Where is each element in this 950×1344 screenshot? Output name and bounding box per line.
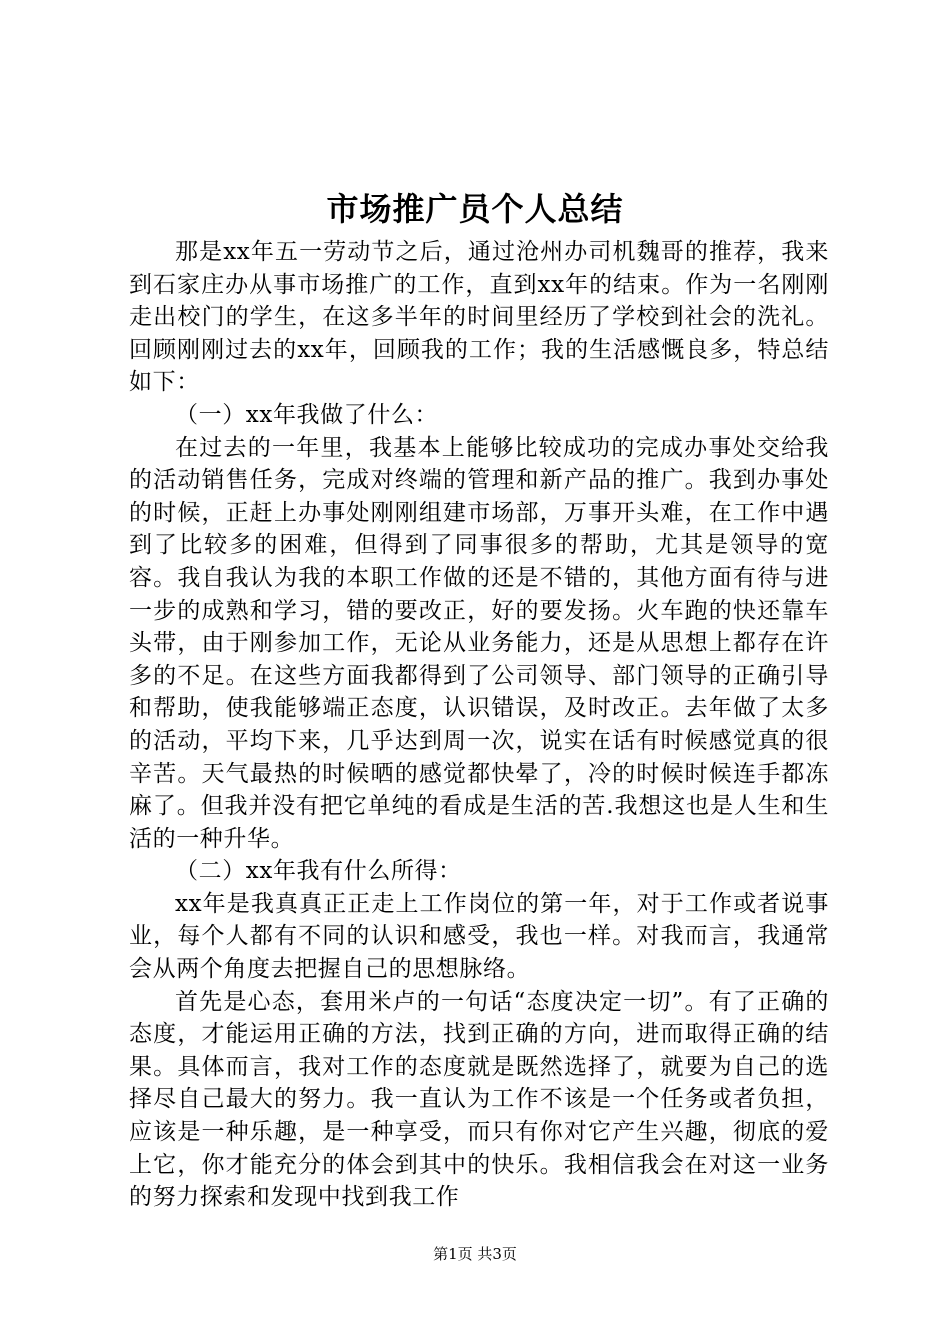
document-body [129, 236, 829, 1214]
paragraph-intro: 那是xx年五一劳动节之后，通过沧州办司机魏哥的推荐，我来到石家庄办从事市场推广的工作，直到xx年的结束。作为一名刚刚走出校门的学生，在这多半年的时间里经历了学校到社会的洗礼。回顾刚刚过去的xx年，回顾我的工作；我的生活感慨良多，特总结如下： [129, 239, 829, 396]
paragraph-section-2: xx年是我真真正正走上工作岗位的第一年，对于工作或者说事业，每个人都有不同的认识和感受，我也一样。对我而言，我通常会从两个角度去把握自己的思想脉络。 [129, 890, 829, 983]
section-heading-2: （二）xx年我有什么所得： [175, 858, 462, 885]
paragraph-attitude: 首先是心态，套用米卢的一句话“态度决定一切”。有了正确的态度，才能运用正确的方法，找到正确的方向，进而取得正确的结果。具体而言，我对工作的态度就是既然选择了，就要为自己的选择尽自己最大的努力。我一直认为工作不该是一个任务或者负担，应该是一种乐趣，是一种享受，而只有你对它产生兴趣，彻底的爱上它，你才能充分的体会到其中的快乐。我相信我会在对这一业务的努力探索和发现中找到我工作 [129, 988, 829, 1211]
page-number-footer: 第1页 共3页 [433, 1245, 517, 1263]
paragraph-section-1: 在过去的一年里，我基本上能够比较成功的完成办事处交给我的活动销售任务，完成对终端的管理和新产品的推广。我到办事处的时候，正赶上办事处刚刚组建市场部，万事开头难，在工作中遇到了比较多的困难，但得到了同事很多的帮助，尤其是领导的宽容。我自我认为我的本职工作做的还是不错的，其他方面有待与进一步的成熟和学习，错的要改正，好的要发扬。火车跑的快还靠车头带，由于刚参加工作，无论从业务能力，还是从思想上都存在许多的不足。在这些方面我都得到了公司领导、部门领导的正确引导和帮助，使我能够端正态度，认识错误，及时改正。去年做了太多的活动，平均下来，几乎达到周一次，说实在话有时候感觉真的很辛苦。天气最热的时候晒的感觉都快晕了，冷的时候时候连手都冻麻了。但我并没有把它单纯的看成是生活的苦.我想这也是人生和生活的一种升华。 [129, 434, 829, 852]
document-title: 市场推广员个人总结 [326, 190, 624, 228]
section-heading-1: （一）xx年我做了什么： [175, 401, 439, 428]
